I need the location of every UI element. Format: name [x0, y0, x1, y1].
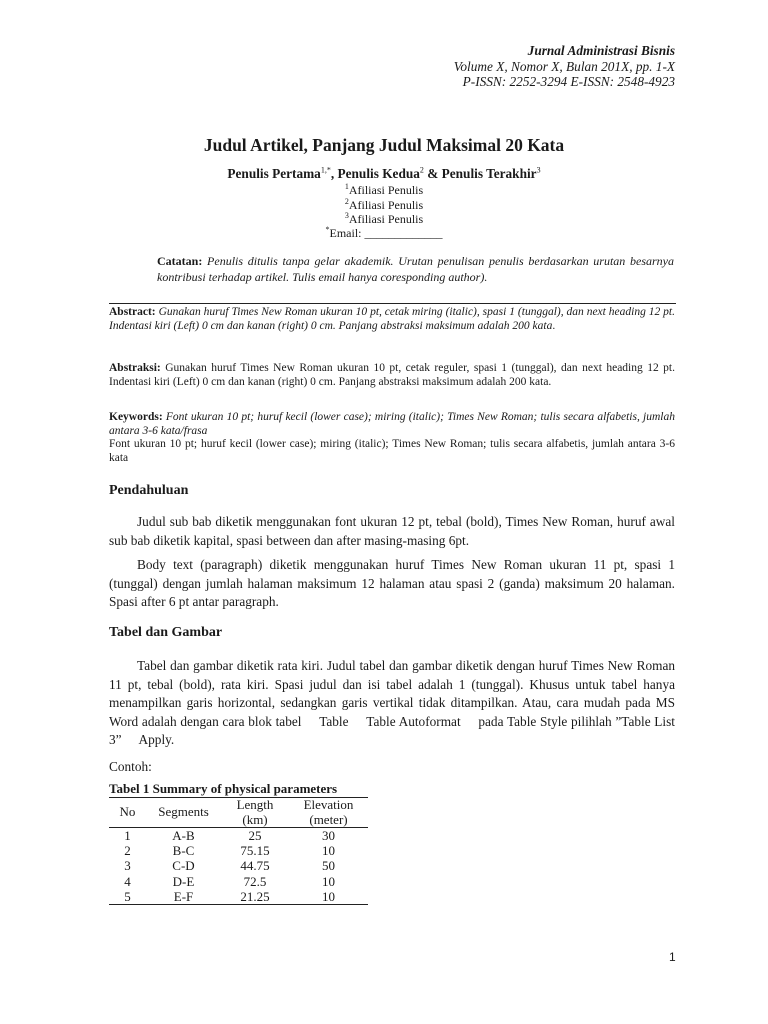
table-caption: Tabel 1 Summary of physical parameters [109, 781, 338, 796]
cell-elevation: 10 [322, 843, 335, 859]
author-1: Penulis Pertama [227, 166, 321, 181]
abstract-label: Abstract: [109, 306, 156, 318]
cell-length: 75.15 [240, 843, 270, 859]
author-separator: , [330, 166, 338, 181]
header-length: Length (km) [221, 798, 289, 828]
article-title: Judul Artikel, Panjang Judul Maksimal 20 Kata [203, 135, 565, 155]
author-3: Penulis Terakhir [441, 166, 537, 181]
author-note [157, 254, 674, 285]
abstract-indonesian [109, 362, 675, 389]
cell-elevation: 30 [322, 828, 335, 843]
cell-no: 2 [124, 843, 131, 859]
keywords-english: Font ukuran 10 pt; huruf kecil (lower case); miring (italic); Times New Roman; tulis secara alfabetis, jumlah antara 3-6 kata/frasa [109, 411, 675, 437]
cell-no: 1 [124, 828, 131, 843]
cell-segment: A-B [172, 828, 195, 843]
abstract-text: Gunakan huruf Times New Roman ukuran 10 pt, cetak miring (italic), spasi 1 (tunggal), dan next heading 12 pt. Indentasi kiri (Left) 0 cm dan kanan (right) 0 cm. Panjang abstraksi maksimum adalah 200 kata [109, 306, 676, 332]
table-row [109, 843, 368, 858]
table-row [109, 889, 368, 905]
table-header-row [109, 798, 368, 828]
table-row [109, 874, 368, 889]
journal-name: Jurnal Administrasi Bisnis [527, 43, 675, 58]
abstraksi-label: Abstraksi: [109, 362, 161, 374]
header-no: No [109, 798, 146, 828]
journal-header [454, 43, 675, 90]
author-line [0, 166, 768, 182]
keywords-block [109, 411, 675, 465]
heading-tabel-dan-gambar: Tabel dan Gambar [109, 625, 223, 640]
cell-segment: B-C [172, 843, 195, 859]
paragraph: Tabel dan gambar diketik rata kiri. Judul tabel dan gambar diketik dengan huruf Times New Roman 11 pt, tebal (bold), rata kiri. Spasi judul dan isi tabel adalah 1 (tunggal). Khusus untuk tabel hanya menampilkan garis horizontal, sedangkan garis vertikal tidak ditampilkan. Atau, cara mudah pada MS Word adalah dengan cara blok tabel Table Table Autoformat pada Table Style pilihlah ”Table List 3” Apply. [109, 658, 675, 748]
paragraph: Judul sub bab diketik menggunakan font ukuran 12 pt, tebal (bold), Times New Roman, huruf awal sub bab diketik kapital, spasi between dan after masing-masing 6pt. [109, 514, 675, 548]
journal-volume: Volume X, Nomor X, Bulan 201X, pp. 1-X [453, 58, 675, 74]
cell-length: 44.75 [240, 858, 270, 874]
affiliation-2: $^2$Afiliasi Penulis [344, 197, 424, 212]
keywords-label: Keywords: [109, 411, 163, 423]
abstract-english: Abstract: Gunakan huruf Times New Roman ukuran 10 pt, cetak miring (italic), spasi 1 (tunggal), dan next heading 12 pt. Indentasi kiri (Left) 0 cm dan kanan (right) 0 cm. Panjang abstraksi maksimum adalah 200 kata. [109, 306, 676, 332]
keywords-indonesian: Font ukuran 10 pt; huruf kecil (lower case); miring (italic); Times New Roman; tulis secara alfabetis, jumlah antara 3-6 kata [109, 438, 675, 464]
author-2: Penulis Kedua [337, 166, 420, 181]
table-row [109, 858, 368, 873]
affiliation-1: $^1$Afiliasi Penulis [344, 182, 424, 197]
affiliation-3: $^3$Afiliasi Penulis [344, 211, 424, 226]
cell-segment: E-F [146, 889, 221, 905]
author-1-sup: 1,* [320, 165, 331, 175]
cell-no: 4 [124, 873, 131, 889]
header-segments: Segments [146, 798, 221, 828]
cell-length: 72.5 [243, 873, 267, 889]
abstraksi-text: Gunakan huruf Times New Roman ukuran 10 pt, cetak reguler, spasi 1 (tunggal), dan next heading 12 pt. Indentasi kiri (Left) 0 cm dan kanan (right) 0 cm. Panjang abstraksi maksimum adalah 200 kata. [109, 362, 675, 388]
journal-issn: P-ISSN: 2252-3294 E-ISSN: 2548-4923 [462, 74, 675, 89]
email-line: *Email: _____________ [325, 225, 443, 240]
author-separator: & [423, 166, 442, 181]
paragraph: Body text (paragraph) diketik menggunakan huruf Times New Roman ukuran 11 pt, spasi 1 (tunggal) dengan jumlah halaman maksimum 12 halaman atau spasi 2 (ganda) maksimum 20 halaman. Spasi after 6 pt antar paragraph. [109, 557, 675, 610]
note-label: Catatan: [157, 254, 203, 268]
abstract-divider [109, 303, 676, 304]
author-3-sup: 3 [536, 165, 541, 175]
cell-length: 21.25 [221, 889, 289, 905]
author-2-sup: 2 [419, 165, 424, 175]
cell-segment: D-E [172, 873, 195, 889]
parameters-table [109, 797, 368, 905]
cell-segment: C-D [172, 858, 195, 874]
header-elevation: Elevation (meter) [289, 798, 368, 828]
cell-elevation: 10 [322, 873, 335, 889]
table-row [109, 828, 368, 844]
cell-no: 5 [109, 889, 146, 905]
cell-elevation: 50 [322, 858, 335, 874]
cell-length: 25 [248, 828, 262, 843]
heading-pendahuluan: Pendahuluan [109, 483, 189, 498]
contoh-label: Contoh: [109, 759, 152, 774]
cell-elevation: 10 [289, 889, 368, 905]
cell-no: 3 [124, 858, 131, 874]
page-number: 1 [669, 950, 676, 964]
note-text: Penulis ditulis tanpa gelar akademik. Urutan penulisan penulis berdasarkan urutan besarnya kontribusi terhadap artikel. Tulis email hanya coresponding author). [157, 254, 675, 284]
